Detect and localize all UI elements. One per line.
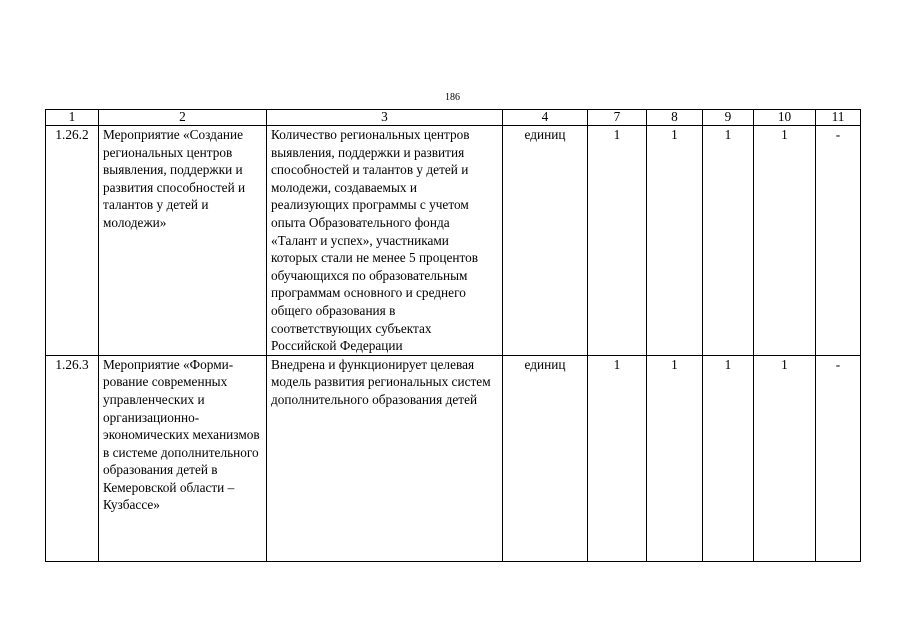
- column-header-1: 1: [46, 110, 99, 126]
- row-event: Мероприятие «Создание региональных центров выявления, поддержки и развития способностей и талантов у детей и молодежи»: [99, 126, 267, 356]
- row-value-10: 1: [754, 126, 816, 356]
- column-header-8: 8: [647, 110, 703, 126]
- row-indicator: Внедрена и функционирует целевая модель развития региональных систем дополнительного образования детей: [267, 355, 503, 561]
- row-indicator: Количество региональных центров выявления, поддержки и развития способностей и талантов у детей и молодежи, создаваемых и реализующих программы с учетом опыта Образовательного фонда «Талант и успех», участниками которых стали не менее 5 процентов обучающихся по образовательным программам основного и среднего общего образования в соответствующих субъектах Российской Федерации: [267, 126, 503, 356]
- row-event: Мероприятие «Форми-рование современных управленческих и организационно-экономических механизмов в системе дополнительного образования детей в Кемеровской области – Кузбассе»: [99, 355, 267, 561]
- row-value-7: 1: [588, 126, 647, 356]
- row-unit: единиц: [503, 355, 588, 561]
- page-number: 186: [445, 92, 460, 103]
- column-header-11: 11: [816, 110, 861, 126]
- column-header-3: 3: [267, 110, 503, 126]
- row-value-10: 1: [754, 355, 816, 561]
- row-value-11: -: [816, 355, 861, 561]
- row-unit: единиц: [503, 126, 588, 356]
- table-row: [46, 355, 861, 561]
- column-header-7: 7: [588, 110, 647, 126]
- row-code: 1.26.3: [46, 355, 99, 561]
- column-number-row: [46, 110, 861, 126]
- row-value-9: 1: [703, 126, 754, 356]
- row-value-8: 1: [647, 355, 703, 561]
- column-header-2: 2: [99, 110, 267, 126]
- column-header-4: 4: [503, 110, 588, 126]
- row-value-9: 1: [703, 355, 754, 561]
- row-value-11: -: [816, 126, 861, 356]
- row-value-7: 1: [588, 355, 647, 561]
- row-code: 1.26.2: [46, 126, 99, 356]
- table-row: [46, 126, 861, 356]
- column-header-9: 9: [703, 110, 754, 126]
- indicators-table: [45, 109, 861, 562]
- column-header-10: 10: [754, 110, 816, 126]
- row-value-8: 1: [647, 126, 703, 356]
